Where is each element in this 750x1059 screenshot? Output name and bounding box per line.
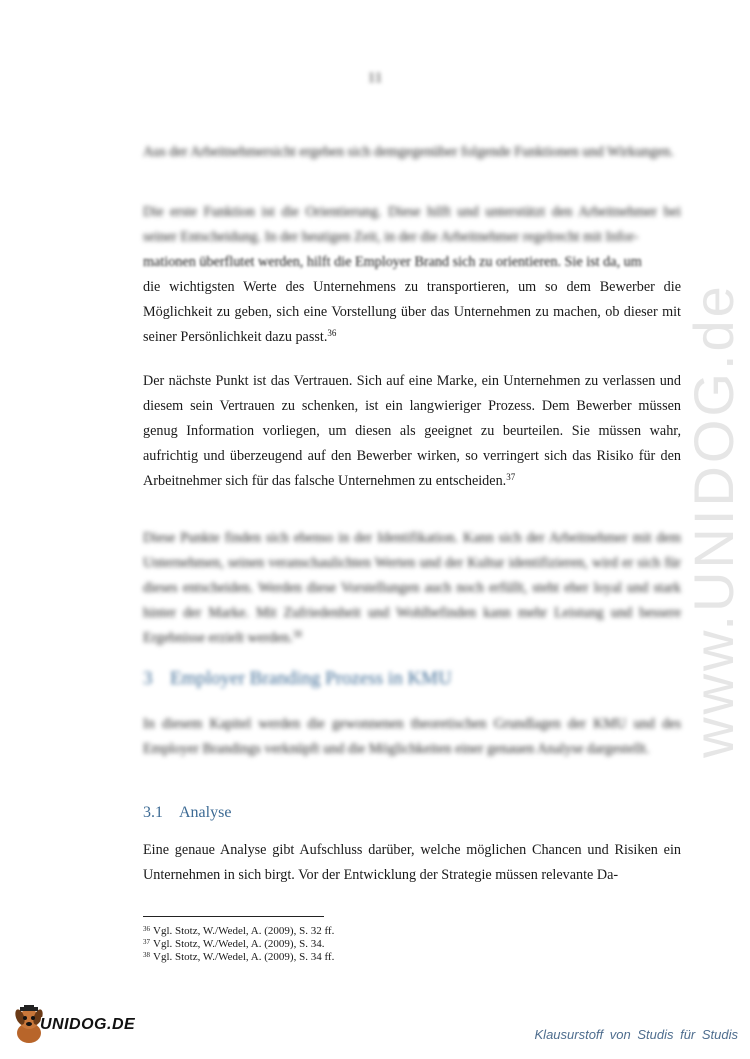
footnote-number: 37	[143, 938, 150, 946]
subsection-heading	[143, 804, 231, 822]
footnotes	[143, 925, 334, 964]
footnote-divider	[143, 916, 324, 917]
paragraph-6-text: Eine genaue Analyse gibt Aufschluss darüber, welche möglichen Chancen und Risiken ein Unternehmen in sich birgt. Vor der Entwicklung der Strategie müssen relevante Da-	[143, 842, 681, 883]
paragraph-4-body: Diese Punkte finden sich ebenso in der Identifikation. Kann sich der Arbeitnehmer mit dem Unternehmen, seinen veranschaulichten Werten und der Kultur identifizieren, wird er sich für dieses entscheiden. Werden diese Vorstellungen auch noch erfüllt, steht eher loyal und stark hinter der Marke. Mit Zufriedenheit und Wohlbefinden kann mehr Leistung und bessere Ergebnisse erzielt werden.	[143, 530, 681, 646]
footnote-ref-38: 38	[292, 629, 302, 639]
footnote-text: Vgl. Stotz, W./Wedel, A. (2009), S. 32 ff.	[153, 925, 335, 937]
section-heading	[143, 668, 683, 690]
footnote-38	[143, 951, 334, 964]
paragraph-3-text	[143, 369, 681, 494]
watermark-text: www.UNIDOG.de	[681, 282, 745, 758]
paragraph-5	[143, 712, 681, 762]
footnote-ref-37: 37	[506, 472, 516, 482]
paragraph-2-blurred: Die erste Funktion ist die Orientierung. Diese hilft und unterstützt den Arbeitnehmer bei seiner Entscheidung. In der heutigen Zeit, in der die Arbeitnehmer regelrecht mit Infor-	[143, 204, 681, 245]
footer-slogan: Klausurstoff von Studis für Studis	[534, 1027, 738, 1042]
subsection-title: Analyse	[179, 804, 232, 821]
section-number: 3	[143, 668, 153, 689]
section-title: Employer Branding Prozess in KMU	[170, 668, 452, 689]
paragraph-1-text: Aus der Arbeitnehmersicht ergeben sich demgegenüber folgende Funktionen und Wirkungen.	[143, 144, 674, 160]
paragraph-6	[143, 838, 681, 888]
paragraph-5-text: In diesem Kapitel werden die gewonnenen theoretischen Grundlagen der KMU und des Employer Brandings verknüpft und die Möglichkeiten einer genauen Analyse dargestellt.	[143, 716, 681, 757]
paragraph-2-text	[143, 275, 681, 350]
footnote-number: 38	[143, 951, 150, 959]
page-number: 11	[367, 70, 383, 86]
footnote-number: 36	[143, 925, 150, 933]
paragraph-2-body: die wichtigsten Werte des Unternehmens zu transportieren, um so dem Bewerber die Möglichkeit zu geben, sich eine Vorstellung über das Unternehmen zu machen, ob dieser mit seiner Persönlichkeit dazu passt.	[143, 279, 681, 345]
paragraph-3	[143, 369, 681, 494]
logo-text: UNIDOG.DE	[40, 1016, 136, 1033]
paragraph-2	[143, 200, 681, 350]
subsection-number: 3.1	[143, 804, 163, 821]
paragraph-2-partial-line: mationen überflutet werden, hilft die Employer Brand sich zu orientieren. Sie ist da, um	[143, 254, 642, 270]
paragraph-4	[143, 526, 681, 651]
unidog-logo	[12, 1002, 162, 1048]
footnote-37	[143, 938, 334, 951]
footnote-text: Vgl. Stotz, W./Wedel, A. (2009), S. 34.	[153, 938, 325, 950]
paragraph-1	[143, 140, 681, 165]
footnote-36	[143, 925, 334, 938]
paragraph-3-body: Der nächste Punkt ist das Vertrauen. Sich auf eine Marke, ein Unternehmen zu verlassen und diesem sein Vertrauen zu schenken, ist ein langwieriger Prozess. Dem Bewerber müssen genug Information vorliegen, um diesen als geeignet zu beurteilen. Sie müssen wahr, aufrichtig und überzeugend auf den Bewerber wirken, so verringert sich das Risiko für den Arbeitnehmer sich für das falsche Unternehmen zu entscheiden.	[143, 373, 681, 489]
footnote-text: Vgl. Stotz, W./Wedel, A. (2009), S. 34 ff.	[153, 951, 335, 963]
footnote-ref-36: 36	[327, 328, 337, 338]
paragraph-4-text	[143, 526, 681, 651]
